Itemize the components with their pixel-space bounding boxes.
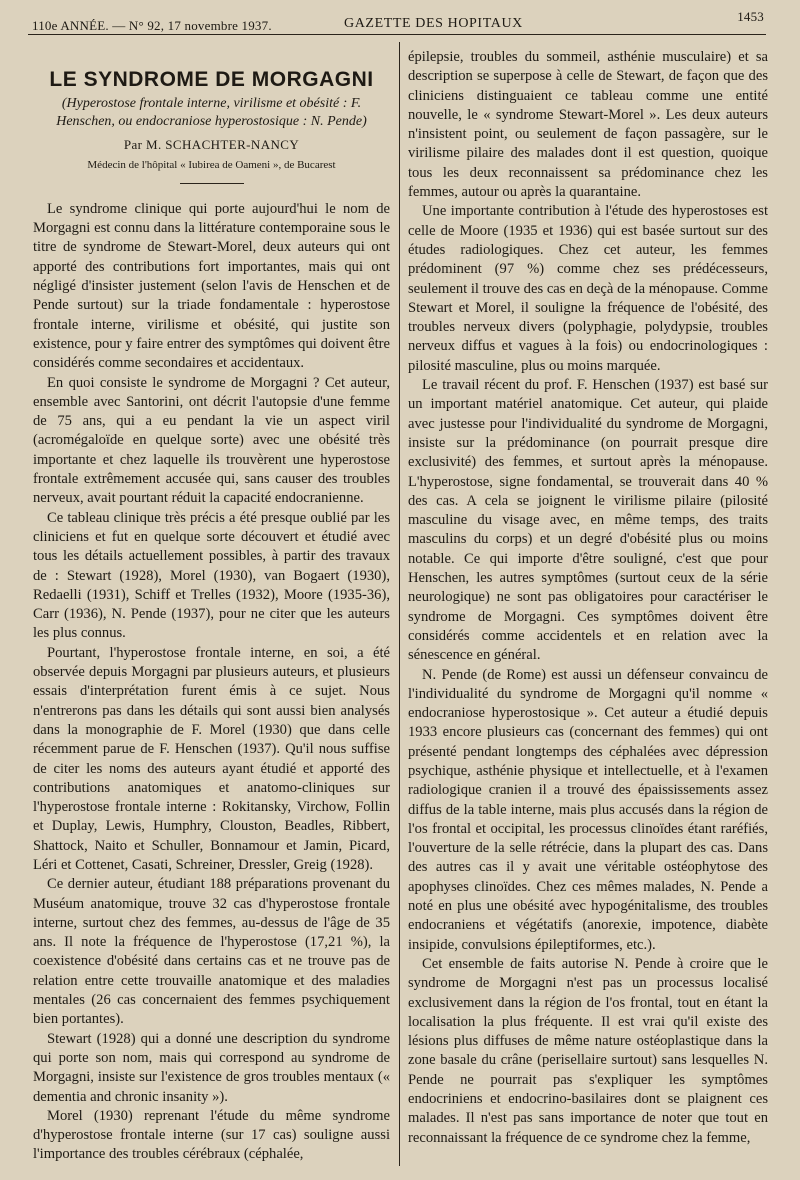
paragraph: Cet ensemble de faits autorise N. Pende à croire que le syndrome de Morgagni n'est pas un processus localisé exclusivement dans la région de l'os frontal, tout en étant la localisation la plus fréquente. Il est vrai qu'il existe des lésions plus diffuses de même nature ostéoplastique dans la zone basale du crâne (perisellaire surtout) sans lesquelles N. Pende ne pourrait pas s'expliquer les symptômes endocriniens et endocrino-basilaires dont se plaignent ces malades. Il n'est pas sans importance de noter que tout en reconnaissant la fréquence de ce syndrome chez la femme, [408,955,768,1146]
journal-name: GAZETTE DES HOPITAUX [344,16,523,31]
paragraph: Ce dernier auteur, étudiant 188 préparations provenant du Muséum anatomique, trouve 32 cas d'hyperostose frontale interne, surtout chez des femmes, au-dessus de l'âge de 35 ans. Il note la fréquence de l'hyperostose (17,21 %), la coexistence d'obésité dans certains cas et ne trouve pas de relation entre cette trouvaille anatomique et des maladies mentales (26 cas concernaient des femmes psychiquement bien portantes). [33,876,390,1028]
author-affiliation: Médecin de l'hôpital « Iubirea de Oameni », de Bucarest [87,158,336,171]
paragraph: Le syndrome clinique qui porte aujourd'hui le nom de Morgagni est connu dans la littérature contemporaine sous le titre de syndrome de Stewart-Morel, deux auteurs qui ont apporté des contributions fort importantes, mais qui ont négligé d'insister justement (selon l'avis de Henschen et de Pende surtout) sur la triade fondamentale : hyperostose frontale interne, virilisme et obésité, qui justite son existence, pour y faire entrer des symptômes qui doivent être considérés comme secondaires et accidentaux. [33,200,390,372]
title-rule [180,183,244,184]
paragraph: Stewart (1928) qui a donné une description du syndrome qui porte son nom, mais qui correspond au syndrome de Morgagni, insiste sur l'existence de gros troubles mentaux (« dementia and chronic insanity »). [33,1030,390,1105]
article-title: LE SYNDROME DE MORGAGNI [49,68,374,91]
paragraph: N. Pende (de Rome) est aussi un défenseur convaincu de l'individualité du syndrome de Morgagni qu'il nomme « endocraniose hyperostosique ». Cet auteur a étudié depuis 1933 encore plusieurs cas (concernant des femmes) qui ont présenté pendant longtemps des céphalées avec dépression psychique, asthénie physique et intellectuelle, et à l'examen radiologique cranien il a trouvé des épaississements assez diffus de la table interne, mais plus accusés dans la région de l'os frontal et occipital, les processus clinoïdes étant raréfiés, l'ouverture de la selle rétrécie, dans la plupart des cas. Dans des autres cas il y avait une véritable ostéophytose des apophyses clinoïdes. Chez ces mêmes malades, N. Pende a noté en plus une obésité avec hypogénitalisme, des troubles endocraniens et végétatifs (anorexie, impotence, diabète insipide, convulsions épileptiformes, etc.). [408,666,768,953]
paragraph: Le travail récent du prof. F. Henschen (1937) est basé sur un important matériel anatomique. Cet auteur, qui plaide avec justesse pour l'individualité du syndrome de Morgagni, insiste sur la prédominance (on pourrait presque dire exclusivité) des femmes, et surtout après la ménopause. L'hyperostose, signe fondamental, se trouverait dans 40 % des cas. A cela se joignent le virilisme pilaire (pilosité masculine du visage avec, en même temps, des traits masculins du corps) et un degré d'obésité plus ou moins notable. Ce qui importe d'être souligné, c'est que pour Henschen, les autres symptômes (surtout ceux de la série neurologique) ne sont pas obligatoires pour caractériser le syndrome de Morgagni. Ces symptômes doivent être considérés comme accidentels et en relation avec la sénescence en général. [408,377,768,664]
page-number: 1453 [737,9,764,24]
paragraph: Ce tableau clinique très précis a été presque oublié par les cliniciens et fut en quelque sorte découvert et étudié avec tous les détails actuellement possibles, à partir des travaux de : Stewart (1928), Morel (1930), van Bogaert (1930), Redaelli (1931), Schiff et Trelles (1932), Moore (1935-36), Carr (1936), N. Pende (1937), pour ne citer que les auteurs les plus connus. [33,509,390,642]
article-author: Par M. SCHACHTER-NANCY [123,137,300,153]
paragraph: épilepsie, troubles du sommeil, asthénie musculaire) et sa description se superpose à celle de Stewart, de façon que des cliniciens distinguaient ce tableau comme une entité nouvelle, le « syndrome Stewart-Morel ». Les deux auteurs n'insistent point, ou seulement de façon passagère, sur le virilisme pilaire des malades dont il est question, quoique tous les deux reconnaissent sa prédominance chez les femmes, autour ou après la quarantaine. [408,49,768,201]
article-subtitle: (Hyperostose frontale interne, virilisme et obésité : F. Henschen, ou endocraniose hyperostosique : N. Pende) [56,96,367,130]
paragraph: Morel (1930) reprenant l'étude du même syndrome d'hyperostose frontale interne (sur 17 cas) souligne aussi l'importance des troubles cérébraux (céphalée, [33,1107,390,1163]
paragraph: Pourtant, l'hyperostose frontale interne, en soi, a été observée depuis Morgagni par plusieurs auteurs, et plusieurs essais d'interprétation furent émis à ce sujet. Nous n'entrerons pas dans les détails qui sont aussi bien analysés dans la monographie de F. Morel (1930) que dans celle récemment parue de F. Henschen (1937). Qu'il nous suffise de citer les noms des auteurs ayant étudié et apporté des contributions anatomiques et anatomo-cliniques sur l'hyperostose frontale interne : Rokitansky, Virchow, Follin et Duplay, Lewis, Humphry, Clouston, Beadles, Ribbert, Shattock, Naito et Schuller, Bonnamour et Jamin, Picard, Léri et Cottenet, Casati, Schreiner, Dressler, Greig (1928). [33,644,390,873]
right-column [408,48,768,1172]
paragraph: Une importante contribution à l'étude des hyperostoses est celle de Moore (1935 et 1936) qui est basée surtout sur des études radiologiques. Chez cet auteur, les femmes prédominent (97 %) comme chez ses prédécesseurs, seulement il trouve des cas en deçà de la ménopause. Comme Stewart et Morel, il souligne la fréquence de l'obésité, des troubles nerveux divers (polyphagie, polydypsie, troubles nerveux diffus et vagues à la fois) ou endocrinologiques : pilosité masculine, plus ou moins marquée. [408,203,768,374]
column-divider [399,42,400,1166]
edition-line: 110e ANNÉE. — N° 92, 17 novembre 1937. [32,18,272,33]
left-column [33,48,390,1172]
paragraph: En quoi consiste le syndrome de Morgagni ? Cet auteur, ensemble avec Santorini, ont décrit l'autopsie d'une femme de 75 ans, qui a eu pendant la vie un aspect viril (acromégaloïde en quelque sorte) avec une obésité très importante et chez laquelle ils trouvèrent une hyperostose frontale extrêmement accusée qui, sans causer des troubles nerveux, avait pourtant réduit la capacité endocranienne. [33,374,390,507]
page-header [28,8,766,35]
